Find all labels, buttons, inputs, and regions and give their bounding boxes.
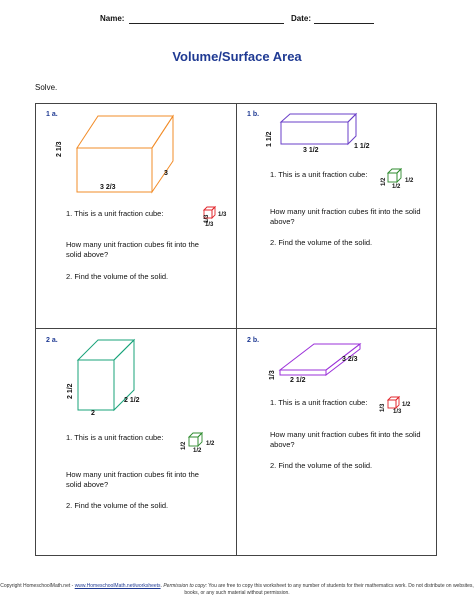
dim-2a-depth: 2 1/2 bbox=[124, 397, 140, 404]
q-how-2a: How many unit fraction cubes fit into the solid above? bbox=[66, 470, 199, 489]
prism-2a-top bbox=[78, 340, 134, 360]
dim-2a-height: 2 1/2 bbox=[67, 383, 74, 399]
unit-2a-b: 1/2 bbox=[206, 441, 215, 447]
problem-label-2b: 2 b. bbox=[247, 337, 260, 344]
grid-divider-horizontal bbox=[35, 328, 437, 329]
problem-label-1a: 1 a. bbox=[46, 111, 58, 118]
footer-permission-title: Permission to copy: bbox=[163, 583, 207, 589]
q2-1b: 2. Find the volume of the solid. bbox=[270, 238, 373, 247]
unit-2b-c: 1/3 bbox=[393, 409, 402, 415]
page-footer: Copyright HomeschoolMath.net - www.HomeschoolMath.net/worksheets. Permission to copy: You are free to copy this worksheet to any number of students for their mathematics work. Do not distribute on websites, books, or any such material without permission. bbox=[0, 583, 474, 596]
grid-divider-vertical bbox=[236, 103, 237, 556]
footer-permission-text: You are free to copy this worksheet to any number of students for their mathematics work. Do not distribute on websites, books, or any such material without permission. bbox=[184, 583, 474, 596]
q2-2b: 2. Find the volume of the solid. bbox=[270, 461, 373, 470]
prism-1b-top bbox=[281, 114, 356, 122]
unit-1a-c: 1/3 bbox=[205, 222, 214, 228]
dim-2b-depth: 3 2/3 bbox=[342, 356, 358, 363]
unit-cube-1b-icon bbox=[387, 168, 403, 184]
unit-1b-c: 1/2 bbox=[392, 184, 401, 190]
q1-1a: 1. This is a unit fraction cube: bbox=[66, 209, 164, 218]
prism-1b-side bbox=[348, 114, 356, 144]
dim-1b-width: 3 1/2 bbox=[303, 147, 319, 154]
prism-2a bbox=[72, 338, 152, 418]
prism-1b-front bbox=[281, 122, 348, 144]
q-how-1a: How many unit fraction cubes fit into the solid above? bbox=[66, 240, 199, 259]
dim-2a-width: 2 bbox=[91, 410, 95, 417]
name-line bbox=[129, 23, 284, 24]
unit-1a-b: 1/3 bbox=[218, 212, 227, 218]
instruction-text: Solve. bbox=[35, 83, 58, 92]
problem-label-1b: 1 b. bbox=[247, 111, 260, 118]
q-how-2b: How many unit fraction cubes fit into the solid above? bbox=[270, 430, 421, 449]
unit-2b-b: 1/2 bbox=[402, 402, 411, 408]
dim-1a-width: 3 2/3 bbox=[100, 184, 116, 191]
dim-1a-depth: 3 bbox=[164, 170, 168, 177]
unit-1b-b: 1/2 bbox=[405, 178, 414, 184]
q1-2a: 1. This is a unit fraction cube: bbox=[66, 433, 164, 442]
unit-1b-a: 1/2 bbox=[381, 177, 387, 186]
prism-2b-front bbox=[280, 370, 326, 375]
q1-2b: 1. This is a unit fraction cube: bbox=[270, 398, 368, 407]
prism-2a-front bbox=[78, 360, 114, 410]
q-how-1b: How many unit fraction cubes fit into the solid above? bbox=[270, 207, 421, 226]
date-line bbox=[314, 23, 374, 24]
worksheet-header bbox=[0, 14, 474, 28]
q2-1a: 2. Find the volume of the solid. bbox=[66, 272, 169, 281]
unit-2a-a: 1/2 bbox=[181, 441, 187, 450]
unit-1a-a: 1/3 bbox=[204, 214, 210, 223]
q2-2a: 2. Find the volume of the solid. bbox=[66, 501, 169, 510]
dim-1b-depth: 1 1/2 bbox=[354, 143, 370, 150]
name-label: Name: bbox=[100, 14, 125, 23]
prism-1a bbox=[60, 112, 200, 198]
dim-1a-height: 2 1/3 bbox=[56, 141, 63, 157]
unit-2a-c: 1/2 bbox=[193, 448, 202, 454]
page-title: Volume/Surface Area bbox=[172, 49, 302, 64]
unit-cube-2b-icon bbox=[387, 396, 401, 410]
unit-2b-a: 1/3 bbox=[380, 403, 386, 412]
date-label: Date: bbox=[291, 14, 312, 23]
footer-copyright: Copyright HomeschoolMath.net - bbox=[0, 583, 75, 589]
unit-cube-2a-icon bbox=[188, 432, 204, 448]
prism-1a-side bbox=[152, 116, 173, 192]
dim-2b-height: 1/3 bbox=[269, 370, 276, 380]
dim-1b-height: 1 1/2 bbox=[266, 131, 273, 147]
q1-1b: 1. This is a unit fraction cube: bbox=[270, 170, 368, 179]
footer-link[interactable]: www.HomeschoolMath.net/worksheets bbox=[74, 583, 161, 589]
dim-2b-width: 2 1/2 bbox=[290, 377, 306, 384]
problem-label-2a: 2 a. bbox=[46, 337, 58, 344]
prism-1a-top bbox=[77, 116, 173, 148]
